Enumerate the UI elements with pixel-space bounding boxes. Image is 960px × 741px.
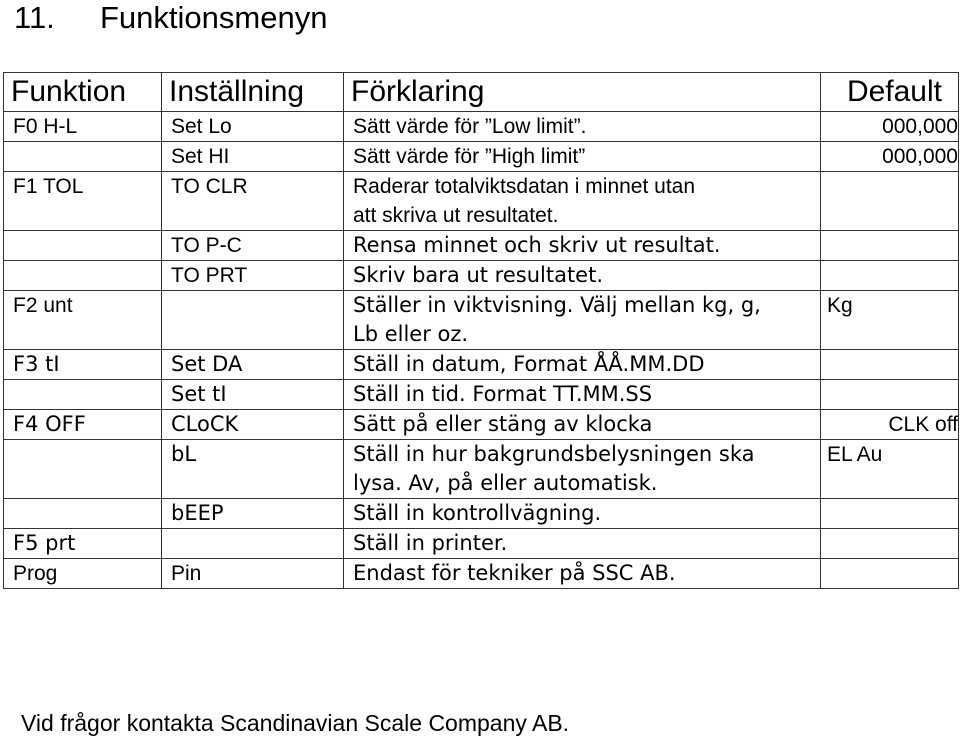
default-cell: 000,000 bbox=[821, 142, 959, 172]
contact-footer: Vid frågor kontakta Scandinavian Scale Company AB. bbox=[21, 710, 570, 736]
function-cell: Prog bbox=[4, 559, 162, 589]
function-cell: F5 prt bbox=[4, 529, 162, 559]
function-cell: F1 TOL bbox=[4, 172, 162, 231]
default-cell bbox=[821, 529, 959, 559]
default-cell: EL Au bbox=[821, 440, 959, 499]
description-line: Ställ in printer. bbox=[353, 531, 508, 555]
function-cell: F2 unt bbox=[4, 291, 162, 350]
description-line: Endast för tekniker på SSC AB. bbox=[353, 561, 676, 585]
function-cell bbox=[4, 440, 162, 499]
setting-cell: Set tI bbox=[162, 380, 344, 410]
setting-cell: Set Lo bbox=[162, 112, 344, 142]
description-line: lysa. Av, på eller automatisk. bbox=[353, 471, 658, 495]
description-line: Skriv bara ut resultatet. bbox=[353, 263, 604, 287]
table-row bbox=[4, 410, 959, 440]
description-line: Raderar totalviktsdatan i minnet utan bbox=[353, 175, 696, 198]
table-body bbox=[4, 112, 959, 589]
description-line: Ställ in kontrollvägning. bbox=[353, 501, 602, 525]
setting-cell: Pin bbox=[162, 559, 344, 589]
function-cell bbox=[4, 231, 162, 261]
table-row bbox=[4, 440, 959, 499]
setting-cell: Set HI bbox=[162, 142, 344, 172]
header-installning: Inställning bbox=[162, 73, 344, 112]
section-title: Funktionsmenyn bbox=[100, 0, 328, 35]
description-cell bbox=[344, 291, 821, 350]
default-cell bbox=[821, 499, 959, 529]
setting-cell: Set DA bbox=[162, 350, 344, 380]
description-line: Lb eller oz. bbox=[353, 322, 469, 346]
description-line: Ställ in datum, Format ÅÅ.MM.DD bbox=[353, 352, 705, 376]
function-cell: F4 OFF bbox=[4, 410, 162, 440]
setting-cell: TO PRT bbox=[162, 261, 344, 291]
default-cell bbox=[821, 350, 959, 380]
function-cell bbox=[4, 499, 162, 529]
table-row bbox=[4, 231, 959, 261]
table-header-row bbox=[4, 73, 959, 112]
description-cell bbox=[344, 499, 821, 529]
default-cell bbox=[821, 559, 959, 589]
table-row bbox=[4, 559, 959, 589]
description-line: Ställer in viktvisning. Välj mellan kg, g, bbox=[353, 293, 761, 317]
table-row bbox=[4, 529, 959, 559]
description-cell bbox=[344, 142, 821, 172]
description-line: att skriva ut resultatet. bbox=[353, 204, 559, 227]
default-cell: CLK off bbox=[821, 410, 959, 440]
table-row bbox=[4, 350, 959, 380]
table-row bbox=[4, 380, 959, 410]
description-cell bbox=[344, 559, 821, 589]
description-line: Sätt värde för ”High limit” bbox=[353, 145, 586, 168]
default-cell bbox=[821, 231, 959, 261]
description-cell bbox=[344, 261, 821, 291]
function-cell bbox=[4, 380, 162, 410]
description-cell bbox=[344, 231, 821, 261]
section-number: 11. bbox=[14, 0, 55, 35]
default-cell bbox=[821, 172, 959, 231]
header-forklaring: Förklaring bbox=[344, 73, 821, 112]
description-line: Ställ in hur bakgrundsbelysningen ska bbox=[353, 442, 755, 466]
function-menu-table bbox=[3, 72, 959, 589]
table-row bbox=[4, 261, 959, 291]
default-cell: Kg bbox=[821, 291, 959, 350]
setting-cell bbox=[162, 529, 344, 559]
setting-cell bbox=[162, 291, 344, 350]
section-heading bbox=[14, 0, 327, 38]
description-cell bbox=[344, 172, 821, 231]
description-cell bbox=[344, 350, 821, 380]
description-cell bbox=[344, 410, 821, 440]
default-cell bbox=[821, 261, 959, 291]
header-funktion: Funktion bbox=[4, 73, 162, 112]
function-cell: F0 H-L bbox=[4, 112, 162, 142]
table-row bbox=[4, 172, 959, 231]
setting-cell: TO CLR bbox=[162, 172, 344, 231]
header-default: Default bbox=[821, 73, 959, 112]
setting-cell: bEEP bbox=[162, 499, 344, 529]
description-cell bbox=[344, 440, 821, 499]
description-line: Sätt på eller stäng av klocka bbox=[353, 412, 653, 436]
setting-cell: CLoCK bbox=[162, 410, 344, 440]
table-row bbox=[4, 499, 959, 529]
description-cell bbox=[344, 380, 821, 410]
function-cell bbox=[4, 142, 162, 172]
setting-cell: TO P-C bbox=[162, 231, 344, 261]
function-cell: F3 tI bbox=[4, 350, 162, 380]
description-line: Ställ in tid. Format TT.MM.SS bbox=[353, 382, 653, 406]
default-cell bbox=[821, 380, 959, 410]
description-cell bbox=[344, 112, 821, 142]
default-cell: 000,000 bbox=[821, 112, 959, 142]
table-row bbox=[4, 112, 959, 142]
setting-cell: bL bbox=[162, 440, 344, 499]
description-cell bbox=[344, 529, 821, 559]
table-row bbox=[4, 291, 959, 350]
description-line: Rensa minnet och skriv ut resultat. bbox=[353, 233, 721, 257]
description-line: Sätt värde för ”Low limit”. bbox=[353, 115, 587, 138]
table-row bbox=[4, 142, 959, 172]
function-cell bbox=[4, 261, 162, 291]
